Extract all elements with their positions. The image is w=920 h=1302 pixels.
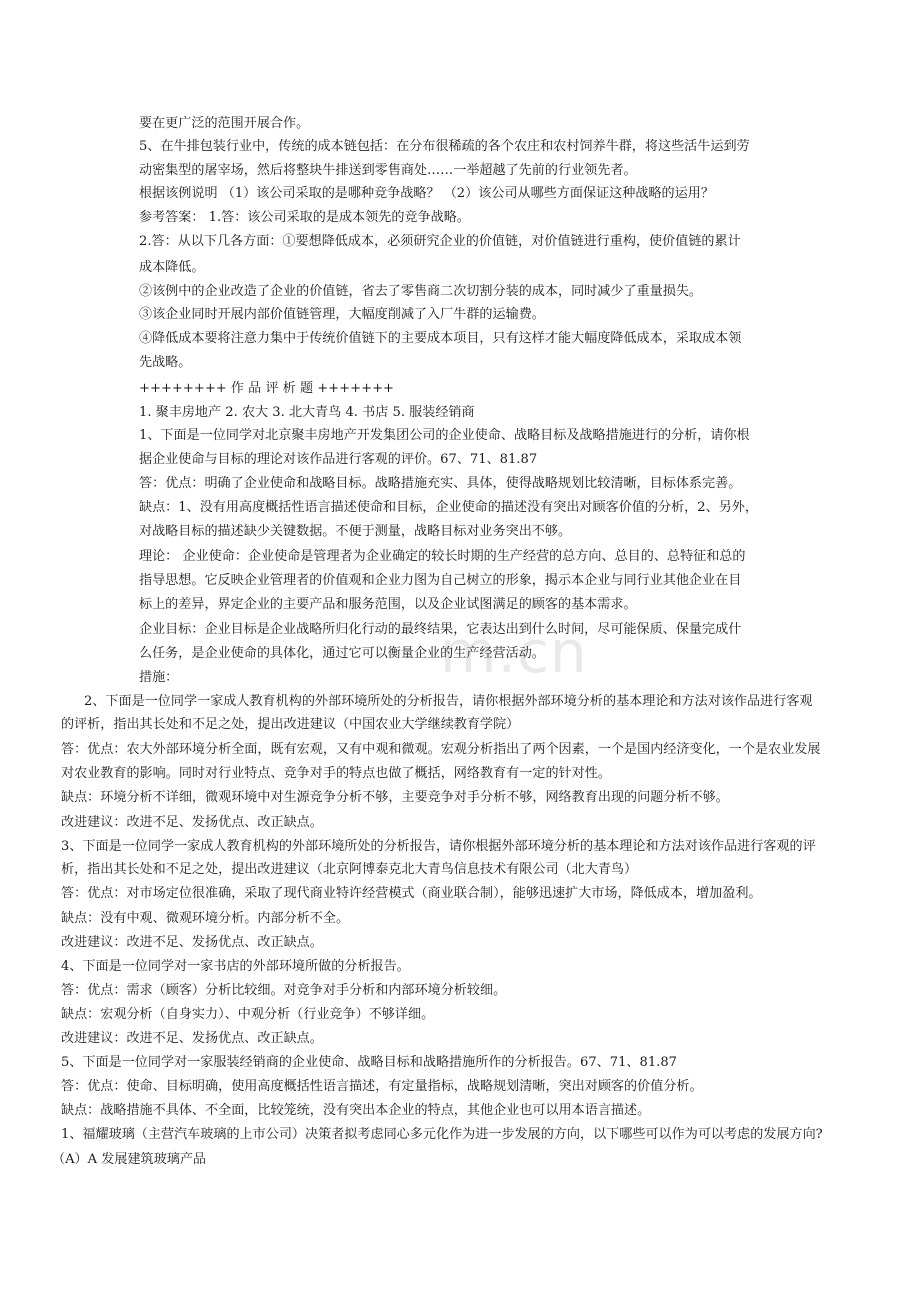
text-line: ③该企业同时开展内部价值链管理，大幅度削减了入厂牛群的运输费。: [139, 307, 545, 322]
text-line: 改进建议：改进不足、发扬优点、改正缺点。: [61, 935, 323, 950]
text-line: 要在更广泛的范围开展合作。: [139, 116, 310, 131]
text-line: 改进建议：改进不足、发扬优点、改正缺点。: [61, 815, 323, 830]
text-line: 措施：: [139, 670, 179, 685]
section-heading: ++++++++ 作 品 评 析 题 +++++++: [139, 381, 395, 396]
text-line: 缺点：环境分析不详细，微观环境中对生源竞争分析不够，主要竞争对手分析不够，网络教育出现的问题分析不够。: [61, 790, 729, 805]
text-line: 对战略目标的描述缺少关键数据。不便于测量，战略目标对业务突出不够。: [139, 524, 572, 539]
text-line: 企业目标：企业目标是企业战略所归化行动的最终结果，它表达出到什么时间，尽可能保质、保量完成什: [139, 622, 742, 637]
text-line: 1、福耀玻璃（主营汽车玻璃的上市公司）决策者拟考虑同心多元化作为进一步发展的方向，以下哪些可以作为可以考虑的发展方向?: [61, 1127, 823, 1142]
text-line: 动密集型的屠宰场，然后将整块牛排送到零售商处……一举超越了先前的行业领先者。: [139, 163, 637, 178]
text-line: 析，指出其长处和不足之处，提出改进建议（北京阿博泰克北大青鸟信息技术有限公司（北大青鸟）: [61, 862, 638, 877]
text-line: ④降低成本要将注意力集中于传统价值链下的主要成本项目，只有这样才能大幅度降低成本，采取成本领: [139, 331, 742, 346]
text-line: 的评析，指出其长处和不足之处，提出改进建议（中国农业大学继续教育学院）: [61, 717, 520, 732]
text-line: 5、在牛排包装行业中，传统的成本链包括：在分布很稀疏的各个农庄和农村饲养牛群，将这些活牛运到劳: [139, 139, 750, 154]
text-line: 答：优点：农大外部环境分析全面，既有宏观，又有中观和微观。宏观分析指出了两个因素，一个是国内经济变化，一个是农业发展: [61, 742, 821, 757]
text-line: 指导思想。它反映企业管理者的价值观和企业力图为自己树立的形象，揭示本企业与同行业其他企业在目: [139, 573, 742, 588]
text-line: 对农业教育的影响。同时对行业特点、竞争对手的特点也做了概括，网络教育有一定的针对性。: [61, 766, 611, 781]
watermark: m.cn: [440, 618, 588, 686]
text-line: 答：优点：对市场定位很准确，采取了现代商业特许经营模式（商业联合制），能够迅速扩大市场，降低成本，增加盈利。: [61, 886, 762, 901]
text-line: 标上的差异，界定企业的主要产品和服务范围，以及企业试图满足的顾客的基本需求。: [139, 597, 637, 612]
text-line: 缺点：没有中观、微观环境分析。内部分析不全。: [61, 911, 350, 926]
text-line: 5、下面是一位同学对一家服装经销商的企业使命、战略目标和战略措施所作的分析报告。67、71、81.87: [61, 1055, 677, 1070]
text-line: 4、下面是一位同学对一家书店的外部环境所做的分析报告。: [61, 959, 410, 974]
text-line: 1、下面是一位同学对北京聚丰房地产开发集团公司的企业使命、战略目标及战略措施进行的分析，请你根: [139, 428, 750, 443]
text-line: ②该例中的企业改造了企业的价值链，省去了零售商二次切割分装的成本，同时减少了重量损失。: [139, 284, 703, 299]
text-line: 先战略。: [139, 355, 192, 370]
text-line: 1. 聚丰房地产 2. 农大 3. 北大青鸟 4. 书店 5. 服装经销商: [139, 405, 475, 420]
text-line: 答：优点：明确了企业使命和战略目标。战略措施充实、具体，使得战略规划比较清晰，目标体系完善。: [139, 476, 742, 491]
text-line: 改进建议：改进不足、发扬优点、改正缺点。: [61, 1031, 323, 1046]
text-line: 2.答：从以下几各方面：①要想降低成本，必须研究企业的价值链，对价值链进行重构，使价值链的累计: [139, 234, 741, 249]
text-line: 缺点：1、没有用高度概括性语言描述使命和目标，企业使命的描述没有突出对顾客价值的分析，2、另外，: [139, 500, 758, 515]
text-line: 根据该例说明 （1）该公司采取的是哪种竞争战略？ （2）该公司从哪些方面保证这种战略的运用？: [139, 186, 714, 201]
text-line: 据企业使命与目标的理论对该作品进行客观的评价。67、71、81.87: [139, 452, 538, 467]
text-line: 3、下面是一位同学一家成人教育机构的外部环境所处的分析报告，请你根据外部环境分析的基本理论和方法对该作品进行客观的评: [61, 839, 816, 854]
text-line: 参考答案： 1.答：该公司采取的是成本领先的竞争战略。: [139, 210, 470, 225]
text-line: 成本降低。: [139, 260, 205, 275]
text-line: 缺点：战略措施不具体、不全面，比较笼统，没有突出本企业的特点，其他企业也可以用本语言描述。: [61, 1103, 651, 1118]
text-line: 答：优点：使命、目标明确，使用高度概括性语言描述，有定量指标，战略规划清晰，突出对顾客的价值分析。: [61, 1079, 703, 1094]
text-line: 2、下面是一位同学一家成人教育机构的外部环境所处的分析报告，请你根据外部环境分析的基本理论和方法对该作品进行客观: [84, 694, 813, 709]
text-line: 么任务，是企业使命的具体化，通过它可以衡量企业的生产经营活动。: [139, 646, 545, 661]
text-line: 缺点：宏观分析（自身实力）、中观分析（行业竞争）不够详细。: [61, 1007, 435, 1022]
text-line: 答：优点：需求（顾客）分析比较细。对竞争对手分析和内部环境分析较细。: [61, 983, 507, 998]
text-line: 理论： 企业使命：企业使命是管理者为企业确定的较长时期的生产经营的总方向、总目的、总特征和总的: [139, 549, 746, 564]
text-line: （A）A 发展建筑玻璃产品: [52, 1152, 207, 1167]
